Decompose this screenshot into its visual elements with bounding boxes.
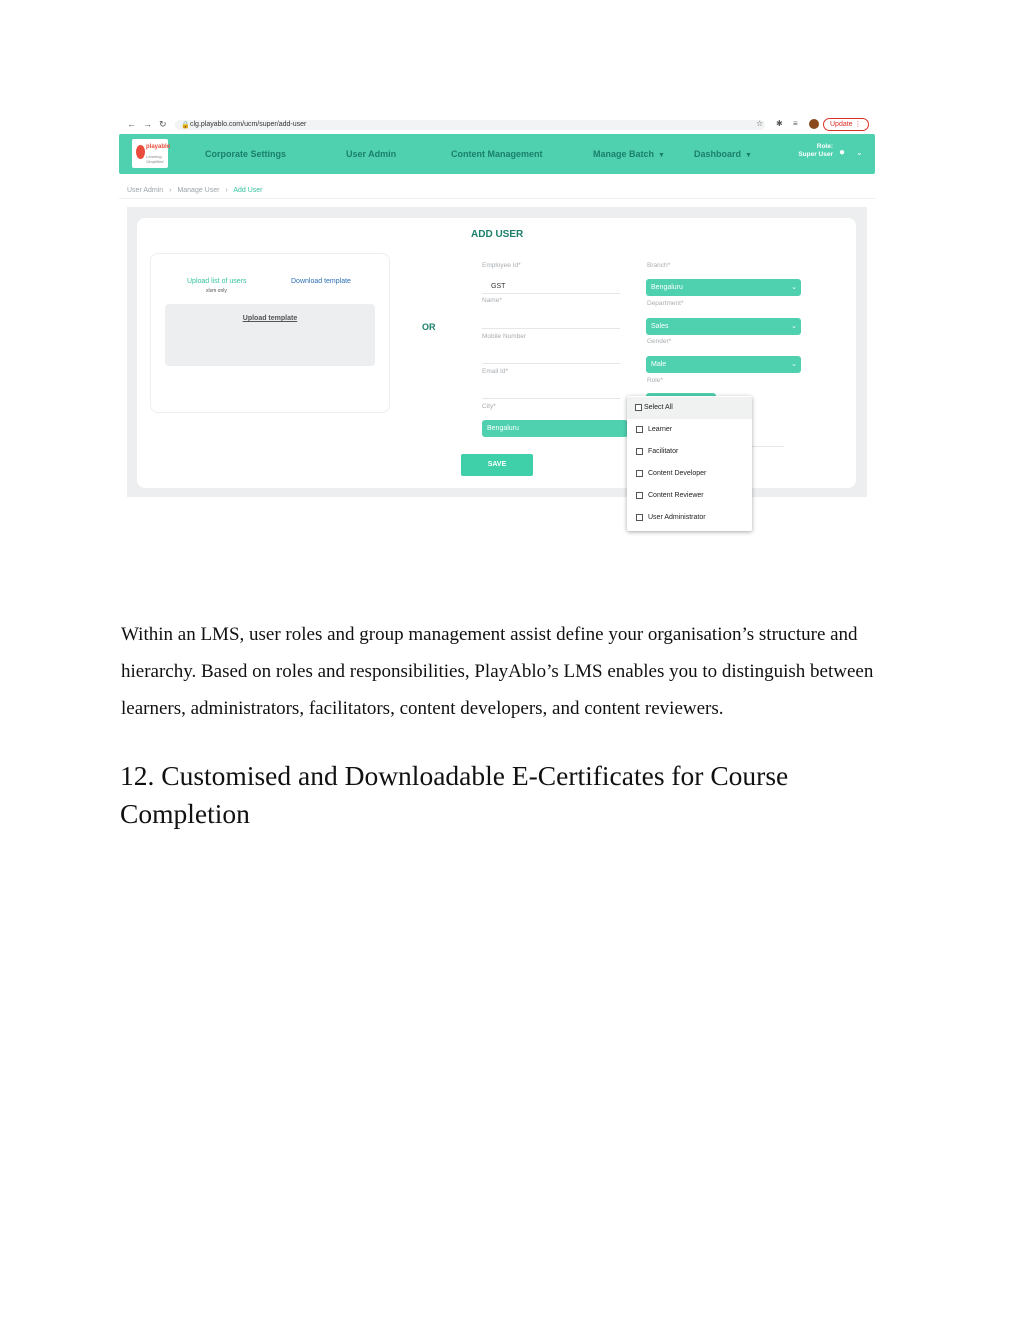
checkbox[interactable] (636, 492, 643, 499)
back-arrow-icon[interactable]: ← (127, 119, 136, 129)
logo-mark-icon (136, 145, 145, 159)
logo-tagline: Learning Simplified (146, 154, 164, 164)
role-option-user-administrator[interactable] (627, 507, 752, 529)
gender-label: Gender* (647, 338, 672, 345)
department-label: Department* (647, 300, 684, 307)
nav-user-admin[interactable]: User Admin (346, 149, 397, 159)
employee-id-underline (482, 293, 620, 294)
download-template-link[interactable]: Download template (291, 278, 351, 285)
role-underline (752, 446, 784, 447)
checkbox[interactable] (635, 404, 642, 411)
or-separator: OR (422, 322, 436, 332)
user-menu-chevron-icon[interactable]: ⌄ (856, 148, 863, 157)
breadcrumb-divider (119, 198, 876, 199)
role-indicator (787, 143, 833, 159)
role-option-label: Select All (644, 404, 673, 411)
role-option-learner[interactable] (627, 419, 752, 441)
chevron-down-icon: ⌄ (791, 284, 797, 291)
embedded-screenshot (119, 117, 876, 537)
chevron-down-icon: ▼ (745, 152, 752, 159)
employee-id-input[interactable]: GST (491, 283, 506, 290)
url-text: clg.playablo.com/ucm/super/add-user (190, 121, 307, 128)
department-select[interactable]: Sales ⌄ (646, 318, 801, 335)
role-option-content-developer[interactable] (627, 463, 752, 485)
city-select[interactable]: Bengaluru (482, 420, 628, 437)
email-label: Email Id* (482, 368, 509, 375)
chevron-down-icon: ▼ (658, 152, 665, 159)
save-button[interactable]: SAVE (461, 454, 533, 476)
nav-dashboard[interactable]: Dashboard ▼ (694, 149, 752, 159)
upload-list-link[interactable]: Upload list of users (187, 278, 247, 285)
role-option-select-all[interactable] (627, 397, 752, 419)
role-option-label: Content Developer (648, 470, 707, 477)
breadcrumb-add-user: Add User (233, 187, 263, 194)
email-input[interactable] (482, 398, 620, 399)
bulk-upload-card (150, 253, 390, 413)
mobile-number-label: Mobile Number (482, 333, 527, 340)
format-note: xlsm only (206, 288, 227, 294)
branch-select[interactable]: Bengaluru ⌄ (646, 279, 801, 296)
chevron-down-icon: ⌄ (791, 361, 797, 368)
mobile-number-input[interactable] (482, 363, 620, 364)
forward-arrow-icon[interactable]: → (143, 119, 152, 129)
browser-toolbar (119, 117, 876, 133)
branch-label: Branch* (647, 262, 671, 269)
name-label: Name* (482, 297, 502, 304)
checkbox[interactable] (636, 514, 643, 521)
form-title: ADD USER (471, 229, 524, 240)
nav-corporate-settings[interactable]: Corporate Settings (205, 149, 287, 159)
reload-icon[interactable]: ↻ (159, 119, 167, 129)
star-icon[interactable]: ☆ (756, 119, 764, 128)
role-label: Role* (647, 377, 663, 384)
checkbox[interactable] (636, 470, 643, 477)
breadcrumb-user-admin[interactable]: User Admin (127, 187, 164, 194)
playablo-logo[interactable] (132, 139, 171, 168)
app-header (119, 134, 875, 174)
extensions-icon[interactable]: ✱ (776, 119, 783, 128)
role-option-label: Learner (648, 426, 673, 433)
user-icon[interactable]: ● (839, 147, 846, 158)
role-option-label: User Administrator (648, 514, 706, 521)
chevron-right-icon: › (169, 187, 172, 194)
breadcrumb-manage-user[interactable]: Manage User (177, 187, 220, 194)
checkbox[interactable] (636, 426, 643, 433)
role-dropdown-menu (627, 396, 752, 531)
body-paragraph: Within an LMS, user roles and group management assist define your organisation’s structure and hierarchy. Based on roles and responsibilities, PlayAblo’s LMS enables you to distinguish between learners, administrators, facilitators, content developers, and content reviewers. (121, 624, 874, 719)
checkbox[interactable] (636, 448, 643, 455)
breadcrumb (127, 187, 263, 194)
employee-id-label: Employee Id* (482, 262, 521, 269)
upload-template-link[interactable]: Upload template (242, 315, 298, 322)
role-option-label: Content Reviewer (648, 492, 704, 499)
role-value: Super User (798, 151, 833, 158)
logo-brand: playablo (146, 144, 171, 150)
name-input[interactable] (482, 328, 620, 329)
reading-list-icon[interactable]: ≡ (793, 119, 798, 128)
update-button[interactable]: Update ⋮ (823, 118, 869, 131)
chevron-down-icon: ⌄ (791, 323, 797, 330)
address-bar[interactable] (175, 120, 765, 130)
upload-dropzone[interactable] (165, 304, 375, 366)
role-option-content-reviewer[interactable] (627, 485, 752, 507)
role-option-facilitator[interactable] (627, 441, 752, 463)
role-option-label: Facilitator (648, 448, 679, 455)
lock-icon: 🔒 (181, 122, 190, 129)
nav-content-management[interactable]: Content Management (451, 149, 543, 159)
chevron-right-icon: › (225, 187, 228, 194)
city-label: City* (482, 403, 496, 410)
nav-manage-batch[interactable]: Manage Batch ▼ (593, 149, 665, 159)
gender-select[interactable]: Male ⌄ (646, 356, 801, 373)
section-heading: 12. Customised and Downloadable E-Certificates for Course Completion (120, 760, 789, 829)
profile-avatar[interactable] (809, 119, 819, 129)
role-label: Role: (816, 143, 833, 150)
